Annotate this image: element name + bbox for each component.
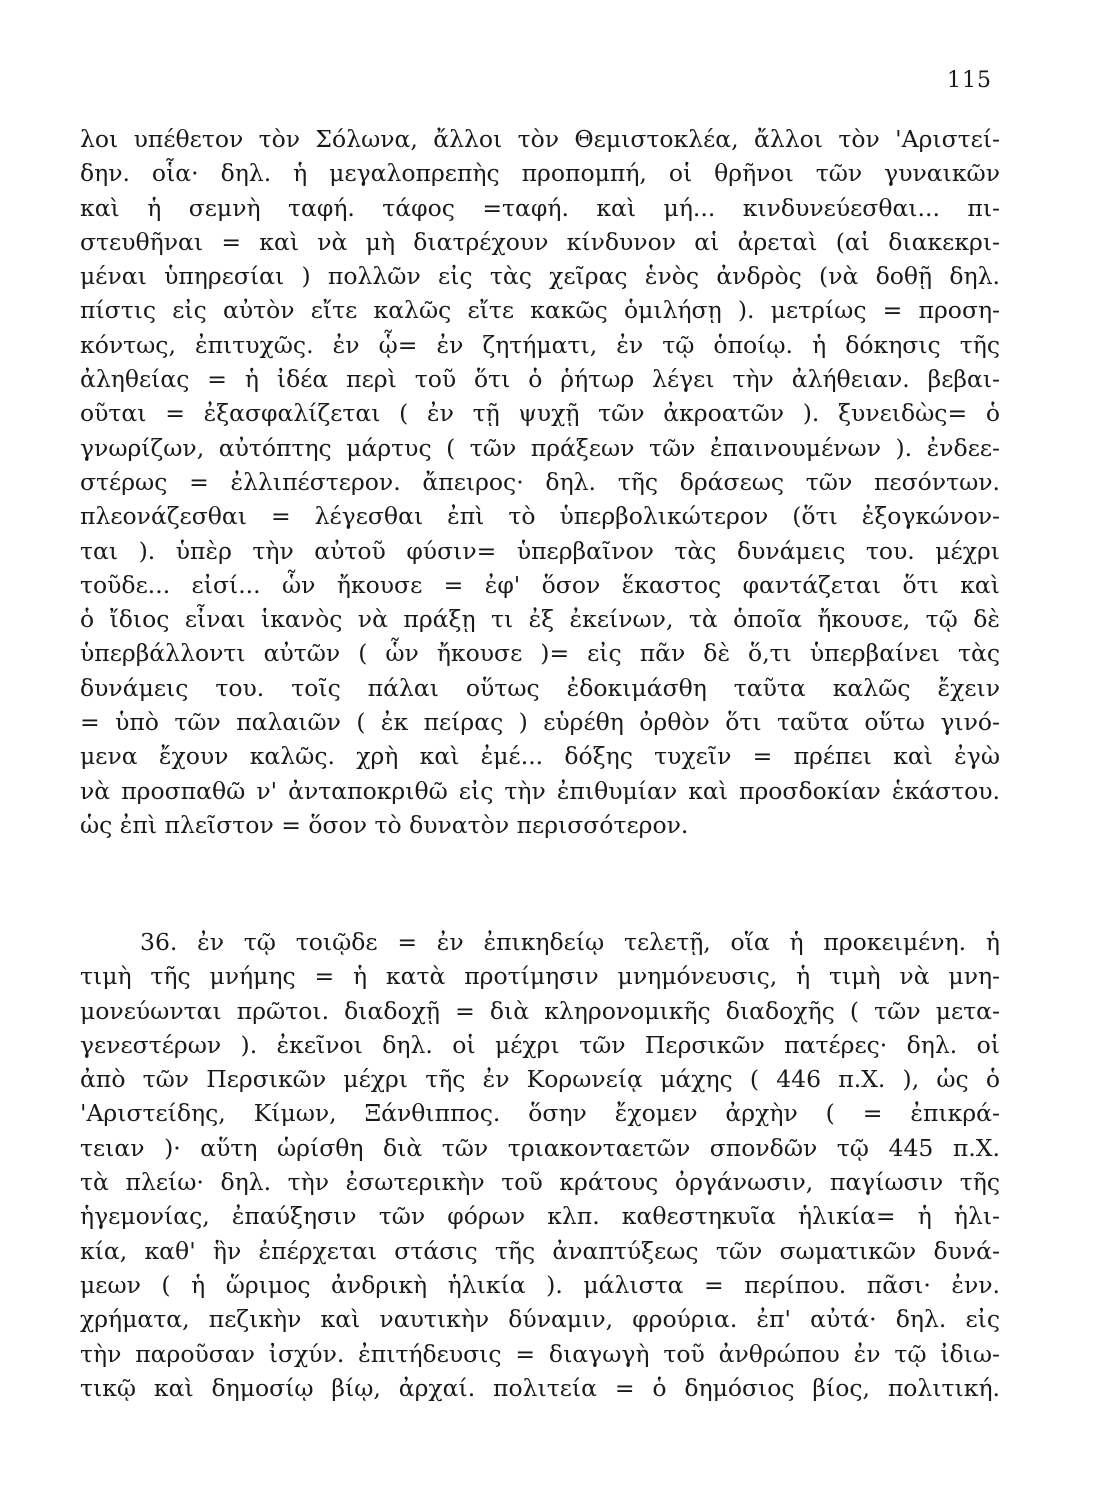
paragraph-1: [80, 122, 1000, 842]
text-line: δυνάμεις του. τοῖς πάλαι οὕτως ἐδοκιμάσθη ταῦτα καλῶς ἔχειν: [80, 673, 1000, 702]
text-line: γενεστέρων ). ἐκεῖνοι δηλ. οἱ μέχρι τῶν Περσικῶν πατέρες· δηλ. οἱ: [80, 1030, 1000, 1059]
text-line: τὰ πλείω· δηλ. τὴν ἐσωτερικὴν τοῦ κράτους ὀργάνωσιν, παγίωσιν τῆς: [80, 1168, 1000, 1197]
text-line: ἀληθείας = ἡ ἰδέα περὶ τοῦ ὅτι ὁ ῥήτωρ λέγει τὴν ἀλήθειαν. βεβαι-: [80, 365, 1000, 394]
text-line: οῦται = ἐξασφαλίζεται ( ἐν τῇ ψυχῇ τῶν ἀκροατῶν ). ξυνειδὼς= ὁ: [80, 399, 1000, 428]
text-line: λοι υπέθετον τὸν Σόλωνα, ἄλλοι τὸν Θεμιστοκλέα, ἄλλοι τὸν 'Αριστεί-: [80, 125, 1000, 153]
text-line: κία, καθ' ἣν ἐπέρχεται στάσις τῆς ἀναπτύξεως τῶν σωματικῶν δυνά-: [80, 1236, 1000, 1265]
text-line: ται ). ὑπὲρ τὴν αὐτοῦ φύσιν= ὑπερβαῖνον τὰς δυνάμεις του. μέχρι: [80, 536, 1000, 565]
text-line: ὡς ἐπὶ πλεῖστον = ὅσον τὸ δυνατὸν περισσότερον.: [80, 810, 689, 839]
text-line: μενα ἔχουν καλῶς. χρὴ καὶ ἐμέ... δόξης τυχεῖν = πρέπει καὶ ἐγὼ: [80, 742, 1000, 771]
text-line: τικῷ καὶ δημοσίῳ βίῳ, ἀρχαί. πολιτεία = ὁ δημόσιος βίος, πολιτική.: [80, 1373, 1000, 1402]
text-line: τιμὴ τῆς μνήμης = ἡ κατὰ προτίμησιν μνημόνευσις, ἡ τιμὴ νὰ μνη-: [80, 962, 1000, 991]
text-line: = ὑπὸ τῶν παλαιῶν ( ἐκ πείρας ) εὑρέθη ὀρθὸν ὅτι ταῦτα οὕτω γινό-: [80, 708, 1000, 737]
text-line: χρήματα, πεζικὴν καὶ ναυτικὴν δύναμιν, φρούρια. ἐπ' αὐτά· δηλ. εἰς: [80, 1305, 1000, 1334]
text-line: ἡγεμονίας, ἐπαύξησιν τῶν φόρων κλπ. καθεστηκυῖα ἡλικία= ἡ ἡλι-: [80, 1202, 1000, 1231]
page-number: 115: [947, 68, 992, 93]
text-line: μέναι ὑπηρεσίαι ) πολλῶν εἰς τὰς χεῖρας ἑνὸς ἀνδρὸς (νὰ δοθῇ δηλ.: [80, 262, 1000, 291]
text-line: ὑπερβάλλοντι αὐτῶν ( ὧν ἤκουσε )= εἰς πᾶν δὲ ὅ,τι ὑπερβαίνει τὰς: [80, 639, 1000, 668]
text-line: κόντως, ἐπιτυχῶς. ἐν ᾧ= ἐν ζητήματι, ἐν τῷ ὁποίῳ. ἡ δόκησις τῆς: [80, 330, 1000, 359]
text-line: πλεονάζεσθαι = λέγεσθαι ἐπὶ τὸ ὑπερβολικώτερον (ὅτι ἐξογκώνον-: [80, 502, 1000, 531]
text-line: καὶ ἡ σεμνὴ ταφή. τάφος =ταφή. καὶ μή... κινδυνεύεσθαι... πι-: [80, 193, 1000, 222]
text-line: γνωρίζων, αὐτόπτης μάρτυς ( τῶν πράξεων τῶν ἐπαινουμένων ). ἐνδεε-: [80, 433, 1000, 462]
text-line: πίστις εἰς αὐτὸν εἴτε καλῶς εἴτε κακῶς ὁμιλήσῃ ). μετρίως = προση-: [80, 296, 1000, 325]
text-line: δην. οἷα· δηλ. ἡ μεγαλοπρεπὴς προπομπή, οἱ θρῆνοι τῶν γυναικῶν: [80, 159, 1000, 188]
text-line: μονεύωνται πρῶτοι. διαδοχῇ = διὰ κληρονομικῆς διαδοχῆς ( τῶν μετα-: [80, 996, 1000, 1025]
text-line: ἀπὸ τῶν Περσικῶν μέχρι τῆς ἐν Κορωνείᾳ μάχης ( 446 π.Χ. ), ὡς ὁ: [80, 1065, 1000, 1094]
text-line: μεων ( ἡ ὥριμος ἀνδρικὴ ἡλικία ). μάλιστα = περίπου. πᾶσι· ἐνν.: [80, 1270, 1000, 1299]
text-line: τὴν παροῦσαν ἰσχύν. ἐπιτήδευσις = διαγωγὴ τοῦ ἀνθρώπου ἐν τῷ ἰδιω-: [80, 1339, 1000, 1368]
text-line: ὁ ἴδιος εἶναι ἱκανὸς νὰ πράξῃ τι ἐξ ἐκείνων, τὰ ὁποῖα ἤκουσε, τῷ δὲ: [80, 605, 1000, 634]
text-line: στέρως = ἐλλιπέστερον. ἄπειρος· δηλ. τῆς δράσεως τῶν πεσόντων.: [80, 467, 1000, 496]
text-line: τοῦδε... εἰσί... ὧν ἤκουσε = ἐφ' ὅσον ἕκαστος φαντάζεται ὅτι καὶ: [80, 570, 1000, 599]
text-line: νὰ προσπαθῶ ν' ἀνταποκριθῶ εἰς τὴν ἐπιθυμίαν καὶ προσδοκίαν ἑκάστου.: [80, 776, 1000, 805]
text-line: 36. ἐν τῷ τοιῷδε = ἐν ἐπικηδείῳ τελετῇ, οἵα ἡ προκειμένη. ἡ: [140, 928, 1000, 956]
paragraph-2: [80, 925, 1000, 1405]
text-line: 'Αριστείδης, Κίμων, Ξάνθιππος. ὅσην ἔχομεν ἀρχὴν ( = ἐπικρά-: [80, 1099, 1000, 1128]
text-line: τειαν )· αὕτη ὡρίσθη διὰ τῶν τριακονταετῶν σπονδῶν τῷ 445 π.Χ.: [80, 1133, 1000, 1162]
text-line: στευθῆναι = καὶ νὰ μὴ διατρέχουν κίνδυνον αἱ ἀρεταὶ (αἱ διακεκρι-: [80, 227, 1000, 256]
